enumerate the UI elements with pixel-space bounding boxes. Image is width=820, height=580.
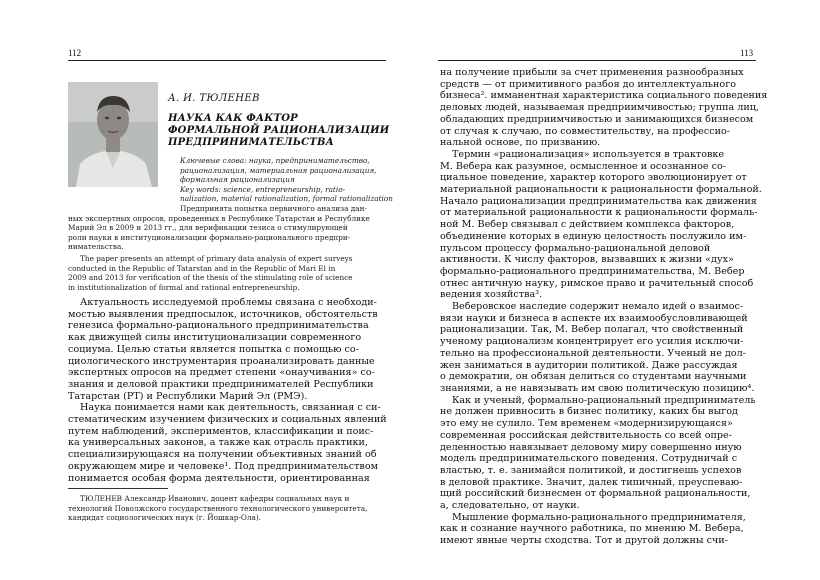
title-line: НАУКА КАК ФАКТОР bbox=[168, 113, 298, 124]
body-line: Наука понимается нами как деятельность, связанная с си- bbox=[80, 402, 381, 414]
page-number-left: 112 bbox=[68, 48, 82, 58]
abstract-line: conducted in the Republic of Tatarstan and in the Republic of Mari El in bbox=[68, 263, 336, 273]
keywords-en-line: Key words: science, entrepreneurship, ratio- bbox=[180, 184, 346, 194]
body-line: современная российская действительность со всей опре- bbox=[440, 429, 732, 441]
body-line: специализирующаяся на получении объективных знаний об bbox=[68, 449, 377, 461]
right-page bbox=[410, 0, 820, 580]
keywords-block bbox=[180, 156, 393, 204]
body-line: генезиса формально-рационального предпринимательства bbox=[68, 320, 369, 332]
body-line: отнес античную науку, римское право и рачительный способ bbox=[440, 277, 754, 289]
body-line: мостью выявления предпосылок, источников, обстоятельств bbox=[68, 308, 378, 320]
author-photo bbox=[68, 82, 158, 187]
body-text-right bbox=[440, 67, 768, 547]
abstract-line: in institutionalization of formal and rational entrepreneurship. bbox=[68, 282, 300, 292]
body-line: понимается особая форма деятельности, ориентированная bbox=[68, 472, 370, 484]
body-line: от случая к случаю, по совместительству, на профессио- bbox=[440, 125, 731, 137]
body-line: Актуальность исследуемой проблемы связана с необходи- bbox=[80, 297, 377, 308]
keywords-en-line: nalization, material rationalization, formal rationalization bbox=[180, 194, 393, 204]
body-line: формально-рационального предпринимательства, М. Вебер bbox=[440, 265, 745, 277]
body-line: знания и деловой практики предпринимателей Республики bbox=[68, 378, 374, 390]
header-rule bbox=[438, 60, 756, 61]
body-line: знаниями, а не навязывать им свою политическую позицию⁴. bbox=[440, 382, 755, 394]
author-footnote bbox=[68, 494, 384, 523]
body-line: ной М. Вебер связывал с действием комплекса факторов, bbox=[440, 219, 735, 231]
author-name: А. И. ТЮЛЕНЕВ bbox=[168, 93, 260, 104]
author-portrait-graphic bbox=[68, 82, 158, 187]
article-title bbox=[168, 113, 389, 149]
body-line: Татарстан (РТ) и Республики Марий Эл (РМЭ). bbox=[68, 390, 308, 402]
body-line: имеют явные черты сходства. Тот и другой должны счи- bbox=[440, 535, 728, 547]
abstract-line: роли науки в институционализации формально-рационального предпри- bbox=[68, 232, 351, 242]
title-line: ФОРМАЛЬНОЙ РАЦИОНАЛИЗАЦИИ bbox=[168, 125, 390, 136]
body-line: вязи науки и бизнеса в аспекте их взаимообусловливающей bbox=[440, 312, 748, 324]
body-line: жен заниматься в аудитории политикой. Даже рассуждая bbox=[440, 359, 738, 371]
abstract-line: Марий Эл в 2009 и 2013 гг., для верификации тезиса о стимулирующей bbox=[68, 223, 348, 233]
keywords-ru-line: формальная рационализация bbox=[180, 175, 295, 185]
body-line: Мышление формально-рационального предпринимателя, bbox=[452, 511, 746, 523]
title-line: ПРЕДПРИНИМАТЕЛЬСТВА bbox=[168, 137, 334, 148]
body-line: Веберовское наследие содержит немало идей о взаимос- bbox=[452, 301, 744, 313]
abstract-en bbox=[68, 254, 384, 292]
footnote-line: кандидат социологических наук (г. Йошкар-Ола). bbox=[68, 513, 261, 523]
body-line: стематическим изучением физических и социальных явлений bbox=[68, 414, 387, 426]
body-line: щий российский бизнесмен от формальной рациональности, bbox=[440, 488, 751, 500]
body-line: экспертных опросов на предмет степени «онаучивания» со- bbox=[68, 367, 375, 379]
body-line: Термин «рационализация» используется в трактовке bbox=[452, 148, 725, 160]
body-text-left bbox=[68, 297, 387, 484]
keywords-ru-line: рационализация, материальная рационализация, bbox=[180, 165, 377, 175]
body-line: как движущей силы институционализации современного bbox=[68, 332, 362, 344]
body-line: Начало рационализации предпринимательства как движения bbox=[440, 195, 757, 207]
body-line: М. Вебера как разумное, осмысленное и осознанное со- bbox=[440, 160, 727, 172]
body-line: ведения хозяйства³. bbox=[440, 289, 543, 301]
body-line: ученому рационализм концентрирует его усилия исключи- bbox=[440, 336, 744, 348]
body-line: пульсом процессу формально-рациональной деловой bbox=[440, 242, 711, 254]
body-line: от материальной рациональности к рациональности формаль- bbox=[440, 207, 758, 219]
abstract-line: The paper presents an attempt of primary data analysis of expert surveys bbox=[80, 254, 353, 263]
body-line: не должен привносить в бизнес политику, каких бы выгод bbox=[440, 406, 738, 418]
body-line: социума. Целью статьи является попытка с помощью со- bbox=[68, 343, 359, 355]
body-line: деловых людей, называемая предприимчивостью; группа лиц, bbox=[440, 102, 759, 114]
body-line: модель предпринимательского поведения. Сотрудничай с bbox=[440, 453, 738, 465]
body-line: тельно на профессиональной деятельности. Ученый не дол- bbox=[440, 347, 746, 359]
body-line: объединение которых в единую целостность послужило им- bbox=[440, 230, 747, 242]
abstract-line: Предпринята попытка первичного анализа дан- bbox=[180, 204, 367, 213]
body-line: о демократии, он обязан делиться со студентами научными bbox=[440, 371, 747, 383]
body-line: как и сознание научного работника, по мнению М. Вебера, bbox=[440, 523, 744, 535]
body-line: а, следовательно, от науки. bbox=[440, 500, 580, 512]
body-line: рационализации. Так, М. Вебер полагал, что свойственный bbox=[440, 324, 744, 336]
body-line: активности. К числу факторов, вызвавших к жизни «дух» bbox=[440, 254, 734, 266]
body-line: властью, т. е. занимайся политикой, и достигнешь успехов bbox=[440, 464, 742, 476]
body-line: ка универсальных законов, а также как отрасль практики, bbox=[68, 437, 368, 449]
abstract-line: 2009 and 2013 for verification of the thesis of the stimulating role of science bbox=[68, 273, 353, 283]
header-rule bbox=[68, 60, 386, 61]
abstract-line: нимательства. bbox=[68, 242, 124, 252]
body-line: в деловой практике. Значит, далек типичный, преуспеваю- bbox=[440, 476, 743, 488]
footnote-line: технологий Поволжского государственного технологического университета, bbox=[68, 503, 368, 513]
page-number-right: 113 bbox=[740, 48, 754, 58]
body-line: материальной рациональности к рациональности формальной. bbox=[440, 184, 762, 196]
abstract-ru bbox=[68, 204, 384, 252]
body-line: обладающих предприимчивостью и занимающихся бизнесом bbox=[440, 113, 754, 125]
body-line: окружающем мире и человеке¹. Под предпринимательством bbox=[68, 460, 379, 472]
body-line: нальной основе, по призванию. bbox=[440, 137, 601, 149]
footnote-rule bbox=[68, 488, 168, 489]
body-line: деленностью навязывает деловому миру совершенно иную bbox=[440, 441, 742, 453]
keywords-ru-line: Ключевые слова: наука, предпринимательство, bbox=[180, 156, 370, 165]
abstract-line: ных экспертных опросов, проведенных в Республике Татарстан и Республике bbox=[68, 213, 370, 223]
body-line: циологического инструментария проанализировать данные bbox=[68, 355, 375, 367]
body-line: путем наблюдений, экспериментов, классификации и поис- bbox=[68, 425, 374, 437]
body-line: это ему не сулило. Тем временем «модернизирующаяся» bbox=[440, 418, 733, 430]
body-line: средств — от примитивного разбоя до интеллектуального bbox=[440, 78, 736, 90]
body-line: циальное поведение, характер которого эволюционирует от bbox=[440, 172, 747, 184]
body-line: бизнеса². имманентная характеристика социального поведения bbox=[440, 90, 768, 102]
footnote-line: ТЮЛЕНЕВ Александр Иванович, доцент кафедры социальных наук и bbox=[80, 494, 350, 503]
body-line: Как и ученый, формально-рациональный предприниматель bbox=[452, 394, 756, 406]
body-line: на получение прибыли за счет применения разнообразных bbox=[440, 67, 744, 78]
